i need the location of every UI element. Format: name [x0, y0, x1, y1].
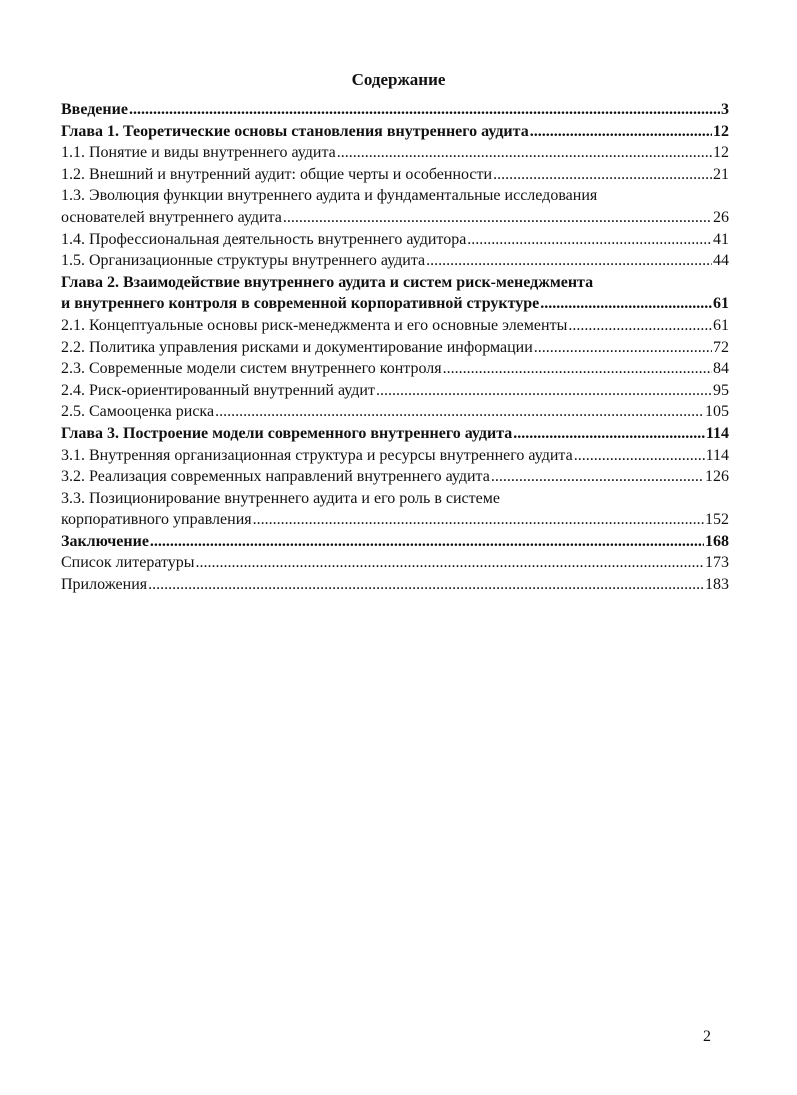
dot-leader: [426, 250, 712, 272]
toc-entry-title: 3.2. Реализация современных направлений внутреннего аудита: [61, 468, 490, 486]
dot-leader: [196, 552, 704, 574]
toc-entry: [61, 337, 729, 359]
toc-entry-page: 84: [713, 360, 729, 378]
toc-entry-row: [61, 315, 729, 337]
toc-entry: [61, 185, 729, 228]
toc-entry-page: 126: [705, 468, 729, 486]
dot-leader: [568, 315, 712, 337]
toc-entry: [61, 423, 729, 445]
toc-entry-row: [61, 99, 729, 121]
toc-entry-row: [61, 552, 729, 574]
toc-entry-title-line: 3.3. Позиционирование внутреннего аудита и его роль в системе: [61, 489, 500, 507]
toc-entry-page: 173: [705, 554, 729, 572]
toc-entry-page: 72: [713, 338, 729, 356]
toc-entry: [61, 445, 729, 467]
toc-entry: [61, 552, 729, 574]
dot-leader: [150, 531, 704, 553]
table-of-contents: [61, 99, 729, 596]
toc-entry: [61, 466, 729, 488]
toc-entry-page: 105: [705, 403, 729, 421]
toc-entry: [61, 574, 729, 596]
toc-entry-row: [61, 337, 729, 359]
toc-entry-title: 2.1. Концептуальные основы риск-менеджмента и его основные элементы: [61, 316, 568, 334]
toc-entry-title: и внутреннего контроля в современной корпоративной структуре: [61, 295, 540, 313]
dot-leader: [376, 380, 712, 402]
toc-entry-page: 21: [713, 165, 729, 183]
toc-entry-page: 26: [713, 208, 729, 226]
page-title: Содержание: [351, 70, 446, 89]
toc-entry-title: Заключение: [61, 532, 149, 550]
toc-entry-title: Список литературы: [61, 554, 195, 572]
toc-entry-title: 1.2. Внешний и внутренний аудит: общие черты и особенности: [61, 165, 493, 183]
toc-entry-page: 168: [705, 532, 729, 550]
toc-entry-title: Приложения: [61, 576, 148, 594]
toc-entry-page: 114: [705, 424, 729, 442]
toc-entry: [61, 99, 729, 121]
toc-entry-title: Глава 3. Построение модели современного внутреннего аудита: [61, 424, 513, 442]
dot-leader: [491, 466, 704, 488]
toc-entry: [61, 164, 729, 186]
toc-entry-page: 61: [713, 316, 729, 334]
toc-entry-row: [61, 142, 729, 164]
toc-entry-title: корпоративного управления: [61, 511, 252, 529]
dot-leader: [148, 574, 704, 596]
toc-entry-page: 12: [713, 122, 729, 140]
toc-entry-page: 183: [705, 576, 729, 594]
toc-entry-title-line: Глава 2. Взаимодействие внутреннего аудита и систем риск-менеджмента: [61, 273, 594, 291]
toc-entry: [61, 315, 729, 337]
toc-entry-page: 152: [705, 511, 729, 529]
toc-entry-title: 1.4. Профессиональная деятельность внутреннего аудитора: [61, 230, 467, 248]
page-number: 2: [703, 1028, 711, 1045]
toc-entry-row: [61, 401, 729, 423]
dot-leader: [283, 207, 712, 229]
toc-entry-title: Введение: [61, 101, 128, 118]
toc-entry-page: 61: [713, 295, 729, 313]
toc-entry-row: [61, 121, 729, 143]
toc-entry-row: [61, 380, 729, 402]
toc-entry-row: [61, 574, 729, 596]
toc-entry: [61, 531, 729, 553]
toc-entry-title: 2.2. Политика управления рисками и документирование информации: [61, 338, 533, 356]
toc-entry: [61, 380, 729, 402]
toc-entry-row: [61, 207, 729, 229]
dot-leader: [467, 229, 712, 251]
dot-leader: [443, 358, 712, 380]
toc-entry-title: 2.5. Самооценка риска: [61, 403, 215, 421]
dot-leader: [513, 423, 705, 445]
toc-entry-row: [61, 293, 729, 315]
toc-entry-title: основателей внутреннего аудита: [61, 208, 282, 226]
toc-entry-page: 3: [721, 101, 729, 118]
toc-entry-title-line: 1.3. Эволюция функции внутреннего аудита и фундаментальные исследования: [61, 187, 598, 205]
toc-entry: [61, 272, 729, 315]
toc-entry-page: 95: [713, 381, 729, 399]
toc-entry-page: 44: [713, 252, 729, 270]
toc-entry-row: [61, 229, 729, 251]
toc-entry-title: Глава 1. Теоретические основы становления внутреннего аудита: [61, 122, 529, 140]
dot-leader: [253, 509, 704, 531]
dot-leader: [540, 293, 712, 315]
dot-leader: [129, 99, 720, 121]
toc-entry: [61, 358, 729, 380]
toc-entry-title: 3.1. Внутренняя организационная структура и ресурсы внутреннего аудита: [61, 446, 573, 464]
toc-entry-title: 2.4. Риск-ориентированный внутренний аудит: [61, 381, 375, 399]
toc-entry-title: 1.1. Понятие и виды внутреннего аудита: [61, 144, 336, 162]
dot-leader: [215, 401, 704, 423]
toc-entry: [61, 142, 729, 164]
toc-entry-row: [61, 531, 729, 553]
toc-entry-title: 1.5. Организационные структуры внутреннего аудита: [61, 252, 426, 270]
dot-leader: [574, 445, 705, 467]
dot-leader: [337, 142, 712, 164]
toc-entry: [61, 488, 729, 531]
toc-entry: [61, 250, 729, 272]
dot-leader: [493, 164, 712, 186]
dot-leader: [530, 121, 712, 143]
toc-entry-row: [61, 509, 729, 531]
toc-entry-page: 114: [705, 446, 729, 464]
toc-entry: [61, 401, 729, 423]
toc-entry-row: [61, 445, 729, 467]
toc-entry-row: [61, 466, 729, 488]
toc-entry-page: 12: [713, 144, 729, 162]
toc-entry-row: [61, 164, 729, 186]
toc-entry: [61, 121, 729, 143]
dot-leader: [534, 337, 712, 359]
toc-entry-row: [61, 250, 729, 272]
toc-entry: [61, 229, 729, 251]
toc-entry-title: 2.3. Современные модели систем внутреннего контроля: [61, 360, 442, 378]
toc-entry-row: [61, 423, 729, 445]
toc-entry-page: 41: [713, 230, 729, 248]
toc-entry-row: [61, 358, 729, 380]
